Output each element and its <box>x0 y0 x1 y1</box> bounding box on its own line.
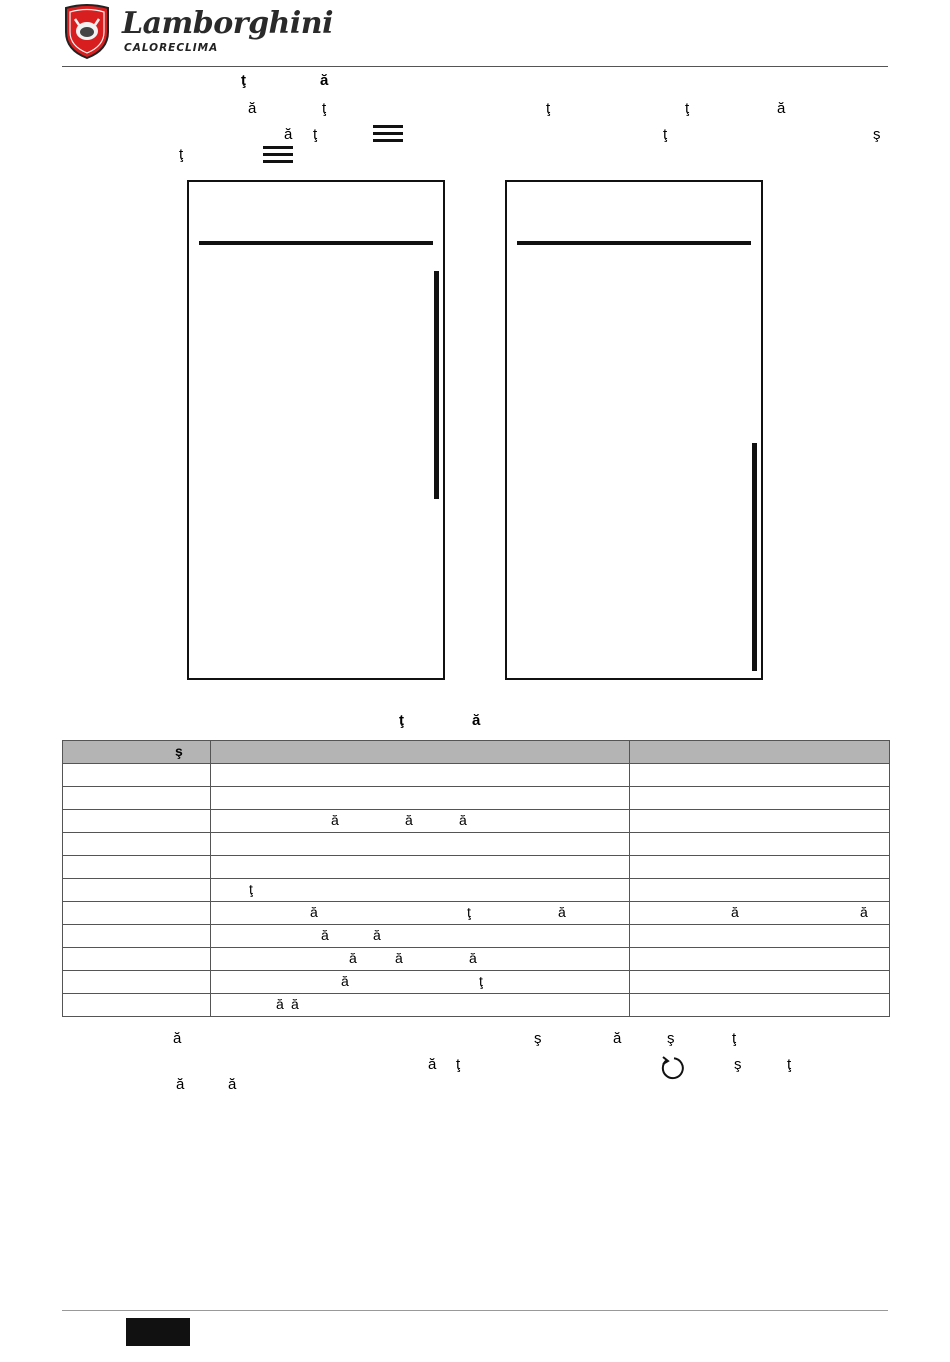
table-header-cell <box>211 741 630 764</box>
cell-glyph: ă <box>310 904 318 920</box>
rotate-icon <box>659 1055 685 1081</box>
table-row <box>63 994 890 1017</box>
table-row <box>63 833 890 856</box>
cell-glyph: ă <box>459 812 467 828</box>
intro-glyph: ţ <box>685 100 690 117</box>
cell-glyph: ă <box>349 950 357 966</box>
note-glyph: ă <box>228 1076 237 1093</box>
table-header-row <box>63 741 890 764</box>
display-screen-right <box>505 180 763 680</box>
table-header-cell <box>63 741 211 764</box>
intro-glyph: ă <box>284 126 293 143</box>
note-glyph: ă <box>176 1076 185 1093</box>
cell-glyph: ă <box>341 973 349 989</box>
intro-glyph: ţ <box>313 126 318 143</box>
footer-divider <box>62 1310 888 1311</box>
intro-title-glyph: ţ <box>241 72 246 89</box>
brand-subtitle: CALORECLIMA <box>124 42 219 54</box>
brand-name: Lamborghini <box>122 6 333 41</box>
note-glyph: ţ <box>456 1056 461 1073</box>
cell-glyph: ă <box>276 996 284 1012</box>
cell-glyph: ă <box>860 904 868 920</box>
cell-glyph: ă <box>321 927 329 943</box>
cell-glyph: ă <box>469 950 477 966</box>
screen-header-line <box>517 241 751 245</box>
cell-glyph: ă <box>731 904 739 920</box>
table-row <box>63 925 890 948</box>
cell-glyph: ă <box>331 812 339 828</box>
intro-glyph: ţ <box>663 126 668 143</box>
intro-glyph: ţ <box>546 100 551 117</box>
cell-glyph: ţ <box>467 904 471 920</box>
header-divider <box>62 66 888 67</box>
menu-icon <box>263 146 293 164</box>
parameter-table <box>62 740 890 1017</box>
cell-glyph: ă <box>558 904 566 920</box>
table-row <box>63 879 890 902</box>
lamborghini-logo <box>62 4 112 60</box>
table-header-cell <box>630 741 890 764</box>
table-row <box>63 764 890 787</box>
table-row <box>63 810 890 833</box>
note-glyph: ţ <box>732 1030 737 1047</box>
note-glyph: ţ <box>787 1056 792 1073</box>
page-number-badge <box>126 1318 190 1346</box>
table-row <box>63 971 890 994</box>
note-glyph: ă <box>428 1056 437 1073</box>
cell-glyph: ă <box>405 812 413 828</box>
display-screen-left <box>187 180 445 680</box>
cell-glyph: ă <box>395 950 403 966</box>
note-glyph: ş <box>667 1030 675 1047</box>
intro-glyph: ţ <box>179 146 184 163</box>
cell-glyph: ă <box>291 996 299 1012</box>
cell-glyph: ţ <box>479 973 483 989</box>
screen-header-line <box>199 241 433 245</box>
scrollbar[interactable] <box>752 443 757 671</box>
intro-glyph: ş <box>873 126 881 143</box>
cell-glyph: ţ <box>249 881 253 897</box>
intro-glyph: ţ <box>322 100 327 117</box>
table-row <box>63 787 890 810</box>
header-glyph: ş <box>175 743 183 759</box>
intro-title-glyph: ă <box>320 72 329 89</box>
note-glyph: ă <box>173 1030 182 1047</box>
note-glyph: ş <box>534 1030 542 1047</box>
scrollbar[interactable] <box>434 271 439 499</box>
menu-icon <box>373 125 403 143</box>
intro-glyph: ă <box>777 100 786 117</box>
table-row <box>63 902 890 925</box>
table-row <box>63 856 890 879</box>
table-caption-glyph: ţ <box>399 712 404 729</box>
table-row <box>63 948 890 971</box>
cell-glyph: ă <box>373 927 381 943</box>
note-glyph: ă <box>613 1030 622 1047</box>
intro-glyph: ă <box>248 100 257 117</box>
note-glyph: ş <box>734 1056 742 1073</box>
table-caption-glyph: ă <box>472 712 481 729</box>
